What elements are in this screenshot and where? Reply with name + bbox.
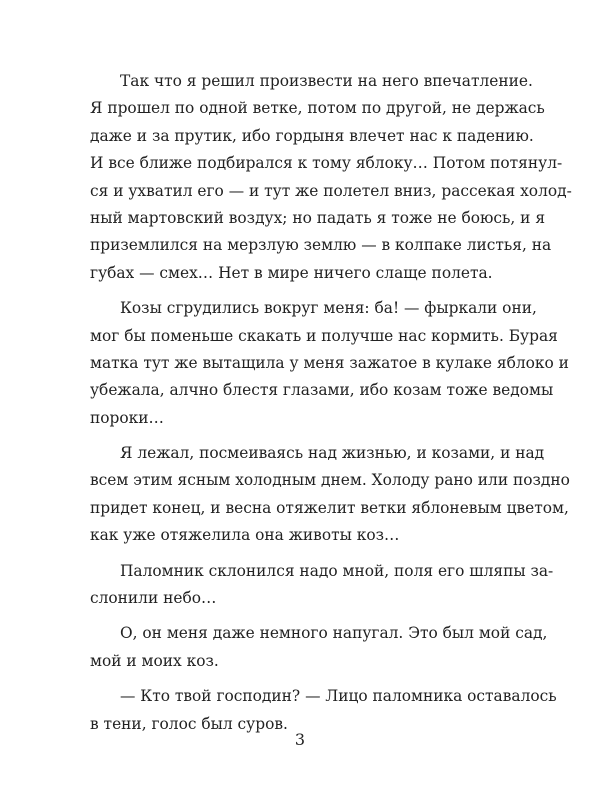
text-line: ся и ухватил его — и тут же полетел вниз, рассекая холод- — [90, 181, 572, 200]
text-line: слонили небо… — [90, 589, 217, 608]
paragraph-gap — [90, 675, 514, 683]
text-line: И все ближе подбирался к тому яблоку… Потом потянул- — [90, 154, 563, 173]
text-line: Паломник склонился надо мной, поля его шляпы за- — [120, 561, 554, 580]
text-line: матка тут же вытащила у меня зажатое в кулаке яблоко и — [90, 353, 569, 372]
page-number: 3 — [294, 730, 306, 749]
text-line: Так что я решил произвести на него впечатление. — [120, 72, 533, 90]
text-line: О, он меня даже немного напугал. Это был мой сад, — [120, 624, 548, 643]
text-line: приземлился на мерзлую землю — в колпаке листья, на — [90, 236, 552, 255]
text-line: Козы сгрудились вокруг меня: ба! — фыркали они, — [120, 299, 537, 318]
paragraph-5 — [90, 620, 548, 675]
text-line: губах — смех… Нет в мире ничего слаще полета. — [90, 263, 493, 282]
text-line: придет конец, и весна отяжелит ветки яблоневым цветом, — [90, 498, 569, 517]
text-line: убежала, алчно блестя глазами, ибо козам тоже ведомы — [90, 381, 554, 400]
paragraph-3 — [90, 440, 570, 550]
paragraph-gap — [90, 612, 514, 620]
paragraph-4 — [90, 558, 554, 613]
text-line: всем этим ясным холодным днем. Холоду рано или поздно — [90, 471, 570, 490]
text-line: — Кто твой господин? — Лицо паломника оставалось — [120, 687, 557, 706]
text-line: ный мартовский воздух; но падать я тоже не боюсь, и я — [90, 208, 546, 227]
paragraph-1 — [90, 68, 572, 287]
text-line: в тени, голос был суров. — [90, 714, 288, 733]
paragraph-gap — [90, 550, 514, 558]
text-line: даже и за прутик, ибо гордыня влечет нас к падению. — [90, 126, 534, 145]
text-line: Я прошел по одной ветке, потом по другой, не держась — [90, 99, 545, 118]
paragraph-gap — [90, 287, 514, 295]
text-line: пороки… — [90, 408, 164, 427]
paragraph-2 — [90, 295, 569, 432]
text-line: Я лежал, посмеиваясь над жизнью, и козами, и над — [120, 444, 545, 463]
text-line: мог бы поменьше скакать и получше нас кормить. Бурая — [90, 326, 558, 345]
page-body — [90, 68, 572, 738]
text-line: мой и моих коз. — [90, 651, 219, 670]
paragraph-gap — [90, 432, 514, 440]
text-line: как уже отяжелила она животы коз… — [90, 526, 400, 545]
